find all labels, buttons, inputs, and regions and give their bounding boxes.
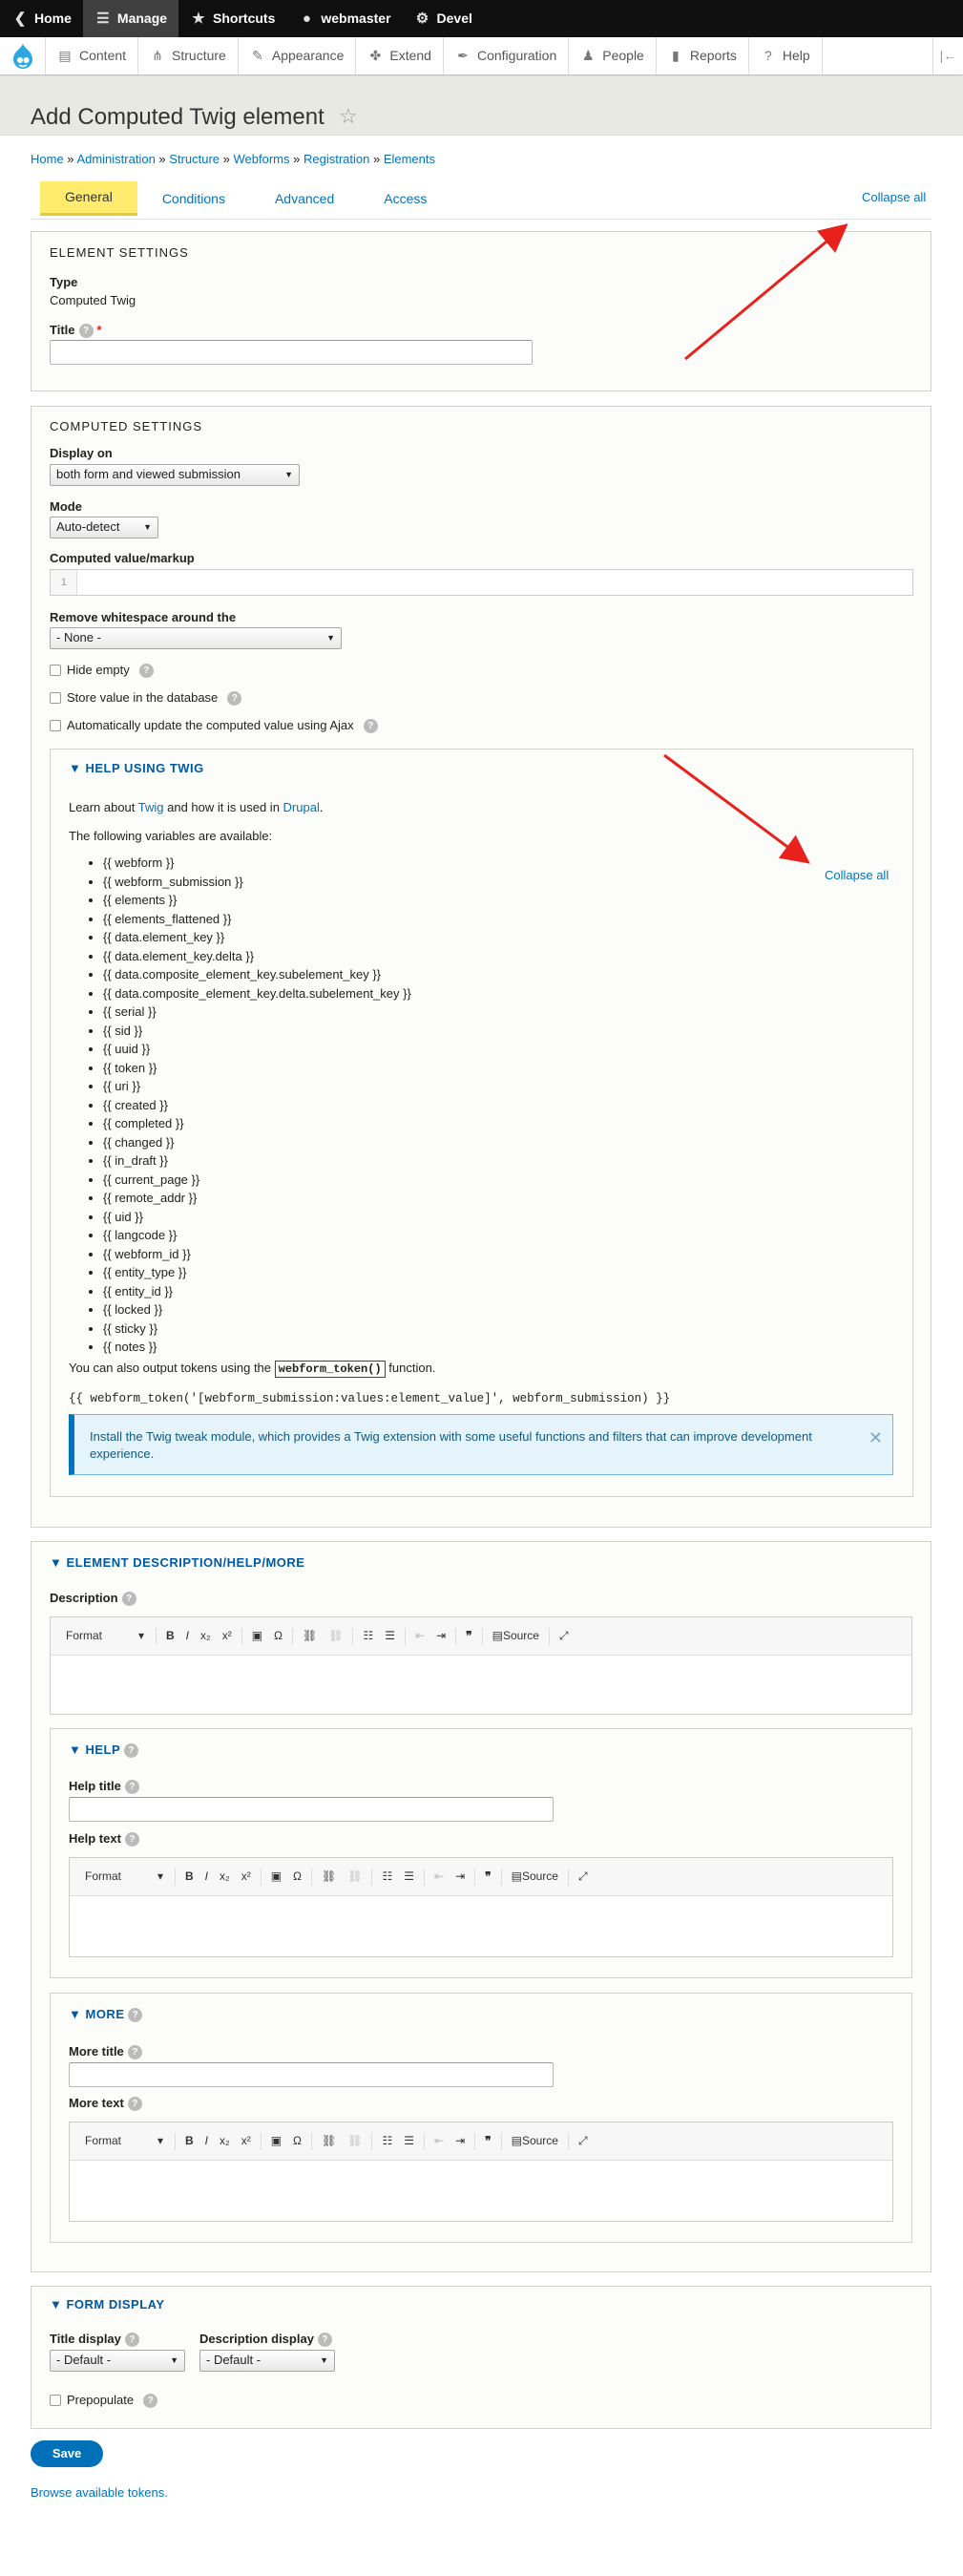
help-icon[interactable]: ? <box>125 1780 139 1794</box>
variable-item: • {{ data.composite_element_key.delta.subelement_key }} <box>103 984 411 1003</box>
variable-item: • {{ completed }} <box>103 1114 411 1133</box>
title-input[interactable] <box>50 340 533 365</box>
prepopulate-checkbox[interactable]: Prepopulate ? <box>50 2393 157 2409</box>
image-icon[interactable]: ▣ <box>270 1869 283 1883</box>
help-icon[interactable]: ? <box>143 2394 157 2408</box>
variables-intro: The following variables are available: <box>69 829 273 843</box>
toolbar-separator <box>156 1628 157 1645</box>
help-icon[interactable]: ? <box>125 2333 139 2347</box>
type-value: Computed Twig <box>50 293 136 307</box>
toolbar-separator <box>501 2133 502 2150</box>
collapse-tray-icon[interactable]: |← <box>932 37 963 74</box>
toolbar-separator <box>261 2133 262 2150</box>
variable-item: • {{ entity_id }} <box>103 1282 411 1301</box>
editor-toolbar <box>70 1858 892 1896</box>
breadcrumb-registration[interactable]: Registration <box>303 152 370 166</box>
toolbar-separator <box>292 1628 293 1645</box>
variables-list <box>103 854 411 1357</box>
gear-icon: ⚙ <box>415 10 429 27</box>
bulleted-list-icon[interactable]: ☰ <box>404 1869 415 1883</box>
dropdown-arrow-icon: ▼ <box>143 521 152 532</box>
description-summary[interactable]: ▼ ELEMENT DESCRIPTION/HELP/MORE <box>50 1555 305 1570</box>
help-text-editor[interactable] <box>69 1857 893 1957</box>
vertical-tabs <box>40 181 451 216</box>
format-label: Format <box>66 1628 103 1642</box>
outdent-icon[interactable]: ⇤ <box>434 2133 445 2147</box>
maximize-icon[interactable]: ⤢ <box>577 2133 588 2147</box>
help-icon[interactable]: ? <box>318 2333 332 2347</box>
toolbar-separator <box>241 1628 242 1645</box>
format-label: Format <box>85 2133 122 2147</box>
source-button[interactable] <box>506 1869 564 1885</box>
toolbar-separator <box>371 2133 372 2150</box>
subscript-icon[interactable]: x₂ <box>220 2133 230 2147</box>
format-dropdown[interactable] <box>60 1629 152 1644</box>
variable-item: • {{ uid }} <box>103 1208 411 1227</box>
expand-arrow-icon: ▼ <box>69 761 86 775</box>
help-twig-summary[interactable]: ▼ HELP USING TWIG <box>69 761 204 775</box>
image-icon[interactable]: ▣ <box>270 2133 283 2147</box>
bulleted-list-icon[interactable]: ☰ <box>385 1628 396 1642</box>
link-icon[interactable]: ⛓ <box>303 1628 318 1642</box>
special-char-icon[interactable]: Ω <box>274 1628 283 1642</box>
tab-general[interactable]: General <box>40 181 137 216</box>
indent-icon[interactable]: ⇥ <box>436 1628 447 1642</box>
maximize-icon[interactable]: ⤢ <box>558 1628 569 1642</box>
element-settings-legend: ELEMENT SETTINGS <box>50 245 189 260</box>
variable-item: • {{ elements }} <box>103 891 411 910</box>
help-title-label: Help title ? <box>69 1779 139 1795</box>
help-icon[interactable]: ? <box>364 719 378 733</box>
blockquote-icon[interactable]: ❞ <box>485 1869 492 1883</box>
source-label: Source <box>521 1869 558 1883</box>
tab-access[interactable]: Access <box>384 190 428 206</box>
source-label: Source <box>502 1628 539 1642</box>
breadcrumb: Home » Administration » Structure » Webforms » Registration » Elements <box>31 152 436 166</box>
variable-item: • {{ current_page }} <box>103 1171 411 1190</box>
toolbar-separator <box>568 2133 569 2150</box>
editor-toolbar <box>51 1617 911 1656</box>
indent-icon[interactable]: ⇥ <box>455 2133 466 2147</box>
webform-token-code: webform_token() <box>275 1361 386 1378</box>
toolbar-separator <box>501 1869 502 1886</box>
help-icon[interactable]: ? <box>79 324 94 338</box>
mode-label: Mode <box>50 499 82 514</box>
source-icon: ▤ <box>511 1869 522 1883</box>
title-display-select[interactable]: - Default - ▼ <box>50 2350 185 2372</box>
variable-item: • {{ serial }} <box>103 1003 411 1022</box>
tab-conditions[interactable]: Conditions <box>161 190 225 206</box>
toolbar-separator <box>482 1628 483 1645</box>
format-dropdown[interactable] <box>79 1869 171 1885</box>
title-label: Title ? * <box>50 323 102 337</box>
tray-people[interactable]: ♟ People <box>569 37 657 74</box>
hide-empty-checkbox[interactable]: Hide empty ? <box>50 663 154 679</box>
bold-icon[interactable]: B <box>185 1869 194 1883</box>
description-editor[interactable] <box>50 1616 912 1715</box>
variable-item: • {{ data.element_key }} <box>103 928 411 947</box>
variable-item: • {{ notes }} <box>103 1338 411 1357</box>
user-icon: ● <box>302 10 311 27</box>
toolbar-separator <box>311 2133 312 2150</box>
tray-appearance[interactable]: ✎ Appearance <box>239 37 357 74</box>
help-icon[interactable]: ? <box>128 2045 142 2059</box>
help-icon[interactable]: ? <box>124 1743 138 1758</box>
tray-reports[interactable]: ▮ Reports <box>657 37 749 74</box>
format-dropdown[interactable] <box>79 2134 171 2149</box>
variable-item: • {{ locked }} <box>103 1300 411 1320</box>
variable-item: • {{ elements_flattened }} <box>103 910 411 929</box>
document-icon: ▤ <box>58 48 72 64</box>
expand-arrow-icon: ▼ <box>69 1742 86 1757</box>
chevron-down-icon: ▾ <box>137 1628 144 1642</box>
twig-link[interactable]: Twig <box>137 800 164 814</box>
breadcrumb-webforms[interactable]: Webforms <box>233 152 290 166</box>
italic-icon[interactable]: I <box>204 2133 209 2147</box>
source-button[interactable] <box>506 2134 564 2149</box>
variable-item: • {{ created }} <box>103 1096 411 1115</box>
numbered-list-icon[interactable]: ☷ <box>382 2133 393 2147</box>
toolbar-separator <box>424 2133 425 2150</box>
toolbar-devel[interactable]: ⚙ Devel <box>403 0 484 37</box>
toolbar-separator <box>175 1869 176 1886</box>
structure-icon: ⋔ <box>152 48 163 64</box>
variable-item: • {{ data.element_key.delta }} <box>103 947 411 966</box>
blockquote-icon[interactable]: ❞ <box>466 1628 472 1642</box>
expand-arrow-icon: ▼ <box>50 2297 67 2312</box>
toolbar-separator <box>549 1628 550 1645</box>
indent-icon[interactable]: ⇥ <box>455 1869 466 1883</box>
blockquote-icon[interactable]: ❞ <box>485 2133 492 2147</box>
toolbar-manage[interactable]: ☰ Manage <box>83 0 178 37</box>
expand-arrow-icon: ▼ <box>69 2007 86 2021</box>
description-display-select[interactable]: - Default - ▼ <box>199 2350 335 2372</box>
admin-toolbar <box>0 0 963 37</box>
dropdown-arrow-icon: ▼ <box>326 632 335 643</box>
toolbar-separator <box>371 1869 372 1886</box>
page-title: Add Computed Twig element <box>31 104 324 130</box>
ajax-checkbox[interactable]: Automatically update the computed value using Ajax ? <box>50 718 378 734</box>
more-summary[interactable]: ▼ MORE ? <box>69 2007 142 2023</box>
mode-select[interactable]: Auto-detect ▼ <box>50 517 158 538</box>
unlink-icon[interactable]: ⛓ <box>347 1869 363 1883</box>
toolbar-separator <box>424 1869 425 1886</box>
toolbar-home[interactable]: ❮ Home <box>0 0 83 37</box>
variable-item: • {{ webform_submission }} <box>103 873 411 892</box>
tray-structure[interactable]: ⋔ Structure <box>138 37 239 74</box>
variable-item: • {{ changed }} <box>103 1133 411 1152</box>
unlink-icon[interactable]: ⛓ <box>347 2133 363 2147</box>
tokens-example-code: {{ webform_token('[webform_submission:values:element_value]', webform_submission) }} <box>69 1392 671 1405</box>
type-label: Type <box>50 275 78 289</box>
variable-item: • {{ entity_type }} <box>103 1263 411 1282</box>
toolbar-separator <box>352 1628 353 1645</box>
computed-value-editor[interactable] <box>50 569 913 596</box>
toolbar-separator <box>455 1628 456 1645</box>
help-icon[interactable]: ? <box>139 664 154 678</box>
chevron-down-icon: ▾ <box>157 2133 163 2147</box>
tray-configuration[interactable]: ✒ Configuration <box>444 37 569 74</box>
toolbar-separator <box>474 2133 475 2150</box>
save-button[interactable]: Save <box>31 2440 103 2467</box>
shortcut-star-icon[interactable]: ☆ <box>339 104 358 128</box>
maximize-icon[interactable]: ⤢ <box>577 1869 588 1883</box>
browse-tokens-link[interactable]: Browse available tokens. <box>31 2485 168 2500</box>
link-icon[interactable]: ⛓ <box>322 2133 337 2147</box>
italic-icon[interactable]: I <box>204 1869 209 1883</box>
variable-item: • {{ data.composite_element_key.subelement_key }} <box>103 965 411 984</box>
whitespace-label: Remove whitespace around the <box>50 610 237 624</box>
variable-item: • {{ sticky }} <box>103 1320 411 1339</box>
outdent-icon[interactable]: ⇤ <box>434 1869 445 1883</box>
bold-icon[interactable]: B <box>185 2133 194 2147</box>
toolbar-separator <box>405 1628 406 1645</box>
help-icon[interactable]: ? <box>128 2097 142 2111</box>
bar-chart-icon: ▮ <box>671 48 680 64</box>
required-marker: * <box>96 323 102 337</box>
toolbar-user[interactable]: ● webmaster <box>286 0 402 37</box>
dropdown-arrow-icon: ▼ <box>170 2354 178 2365</box>
variable-item: • {{ in_draft }} <box>103 1151 411 1171</box>
superscript-icon[interactable]: x² <box>241 1869 251 1883</box>
collapse-all-twig-link[interactable]: Collapse all <box>825 868 890 882</box>
breadcrumb-administration[interactable]: Administration <box>76 152 156 166</box>
outdent-icon[interactable]: ⇤ <box>415 1628 426 1642</box>
drupal-link[interactable]: Drupal <box>283 800 320 814</box>
help-icon[interactable]: ? <box>125 1832 139 1847</box>
breadcrumb-elements[interactable]: Elements <box>383 152 436 166</box>
whitespace-select[interactable]: - None - ▼ <box>50 627 342 649</box>
line-number: 1 <box>51 570 77 595</box>
toolbar-separator <box>261 1869 262 1886</box>
image-icon[interactable]: ▣ <box>251 1628 263 1642</box>
subscript-icon[interactable]: x₂ <box>200 1628 211 1642</box>
variable-item: • {{ token }} <box>103 1059 411 1078</box>
variable-item: • {{ webform }} <box>103 854 411 873</box>
variable-item: • {{ uri }} <box>103 1077 411 1096</box>
puzzle-icon: ✤ <box>369 48 382 64</box>
bulleted-list-icon[interactable]: ☰ <box>404 2133 415 2147</box>
source-button[interactable] <box>487 1629 545 1644</box>
tray-extend[interactable]: ✤ Extend <box>356 37 444 74</box>
source-icon: ▤ <box>511 2133 522 2147</box>
toolbar-shortcuts[interactable]: ★ Shortcuts <box>178 0 286 37</box>
more-title-input[interactable] <box>69 2062 554 2087</box>
expand-arrow-icon: ▼ <box>50 1555 67 1570</box>
help-icon: ? <box>764 48 772 64</box>
toolbar-separator <box>311 1869 312 1886</box>
subscript-icon[interactable]: x₂ <box>220 1869 230 1883</box>
variable-item: • {{ sid }} <box>103 1022 411 1041</box>
numbered-list-icon[interactable]: ☷ <box>363 1628 374 1642</box>
form-display-summary[interactable]: ▼ FORM DISPLAY <box>50 2297 165 2312</box>
close-icon[interactable]: ✕ <box>868 1428 883 1447</box>
help-icon[interactable]: ? <box>227 691 241 706</box>
description-display-label: Description display ? <box>199 2332 332 2348</box>
dropdown-arrow-icon: ▼ <box>284 469 293 479</box>
numbered-list-icon[interactable]: ☷ <box>382 1869 393 1883</box>
special-char-icon[interactable]: Ω <box>293 1869 303 1883</box>
brush-icon: ✎ <box>251 48 263 64</box>
star-icon: ★ <box>192 10 205 27</box>
back-icon: ❮ <box>13 10 27 27</box>
display-on-label: Display on <box>50 446 113 460</box>
help-title-input[interactable] <box>69 1797 554 1822</box>
format-label: Format <box>85 1869 122 1883</box>
breadcrumb-home[interactable]: Home <box>31 152 64 166</box>
computed-settings-legend: COMPUTED SETTINGS <box>50 419 203 433</box>
unlink-icon[interactable]: ⛓ <box>328 1628 344 1642</box>
dropdown-arrow-icon: ▼ <box>320 2354 328 2365</box>
twig-tweak-message: Install the Twig tweak module, which provides a Twig extension with some useful functions and filters that can improve development experience. ✕ <box>69 1414 893 1475</box>
variable-item: • {{ langcode }} <box>103 1226 411 1245</box>
link-icon[interactable]: ⛓ <box>322 1869 337 1883</box>
tabs-divider <box>31 219 932 220</box>
help-icon[interactable]: ? <box>128 2008 142 2022</box>
more-text-editor[interactable] <box>69 2122 893 2222</box>
editor-toolbar <box>70 2122 892 2161</box>
tokens-note: You can also output tokens using the webform_token() function. <box>69 1361 436 1376</box>
toolbar-separator <box>568 1869 569 1886</box>
more-title-label: More title ? <box>69 2044 142 2060</box>
breadcrumb-structure[interactable]: Structure <box>169 152 220 166</box>
toolbar-separator <box>474 1869 475 1886</box>
tab-advanced[interactable]: Advanced <box>274 190 335 206</box>
description-label: Description ? <box>50 1591 136 1607</box>
italic-icon[interactable]: I <box>185 1628 190 1642</box>
help-text-label: Help text ? <box>69 1831 139 1848</box>
source-label: Source <box>521 2133 558 2147</box>
menu-icon: ☰ <box>96 10 110 27</box>
chevron-down-icon: ▾ <box>157 1869 163 1883</box>
superscript-icon[interactable]: x² <box>241 2133 251 2147</box>
superscript-icon[interactable]: x² <box>221 1628 232 1642</box>
wrench-icon: ✒ <box>457 48 469 64</box>
help-summary[interactable]: ▼ HELP ? <box>69 1742 138 1759</box>
variable-item: • {{ remote_addr }} <box>103 1189 411 1208</box>
computed-value-label: Computed value/markup <box>50 551 195 565</box>
tray-help[interactable]: ? Help <box>749 37 823 74</box>
collapse-all-link[interactable]: Collapse all <box>862 190 927 204</box>
tray-content[interactable]: ▤ Content <box>46 37 138 74</box>
toolbar-separator <box>175 2133 176 2150</box>
variable-item: • {{ webform_id }} <box>103 1245 411 1264</box>
drupal-logo-icon[interactable] <box>0 37 46 74</box>
admin-tray <box>0 37 963 75</box>
variable-item: • {{ uuid }} <box>103 1040 411 1059</box>
twig-intro: Learn about Twig and how it is used in Drupal. <box>69 800 324 814</box>
help-icon[interactable]: ? <box>122 1592 136 1606</box>
more-text-label: More text ? <box>69 2096 142 2112</box>
bold-icon[interactable]: B <box>166 1628 175 1642</box>
display-on-select[interactable]: both form and viewed submission ▼ <box>50 464 300 486</box>
source-icon: ▤ <box>492 1628 503 1642</box>
store-value-checkbox[interactable]: Store value in the database ? <box>50 690 241 707</box>
people-icon: ♟ <box>581 48 595 64</box>
title-display-label: Title display ? <box>50 2332 139 2348</box>
special-char-icon[interactable]: Ω <box>293 2133 303 2147</box>
